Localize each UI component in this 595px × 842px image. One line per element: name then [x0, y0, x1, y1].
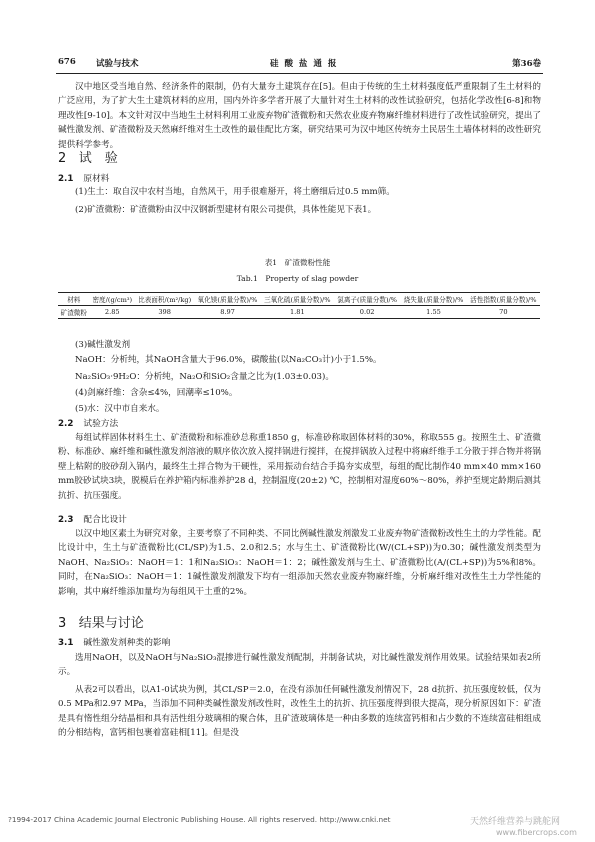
subsection-title: 配合比设计: [83, 515, 127, 525]
material-1: (1)生土：取自汉中农村当地，自然风干，用手很难掰开，将土磨细后过0.5 mm筛。: [75, 187, 395, 197]
section-title: 结果与讨论: [78, 616, 144, 631]
subsection-title: 试验方法: [83, 419, 119, 429]
section-number: 3: [58, 616, 67, 631]
page-number: 676: [58, 57, 76, 67]
design-paragraph: 以汉中地区素土为研究对象，主要考察了不同种类、不同比例碱性激发剂激发工业废弃物矿渣微粉改性生土的力学性能。配比设计中，生土与矿渣微粉比(CL/SP)为1.5、2.0和2.5；水与生土、矿渣微粉比(W/(CL+SP))为0.30；碱性激发剂类型为NaOH、Na₂SiO₃：NaOH＝1：1和Na₂SiO₃：NaOH＝1：2；碱性激发剂与生土、矿渣微粉比(A/(CL+SP))为5%和8%。同时，在Na₂SiO₃：NaOH＝1：1碱性激发剂激发下均有一组添加天然农业废弃物麻纤维，分析麻纤维对改性生土力学性能的影响，其中麻纤维添加量均为每组风干土重的2%。: [58, 529, 541, 597]
col-header: 氯离子(质量分数)/%: [337, 296, 398, 304]
journal-section: 试验与技术: [96, 59, 139, 69]
material-5: (5)水：汉中市自来水。: [75, 404, 165, 414]
section-3-heading: [58, 612, 144, 631]
section-2-heading: [58, 147, 118, 166]
table-caption-en: Tab.1 Property of slag powder: [236, 274, 359, 283]
header-rule: [56, 73, 543, 74]
subsection-2-1-heading: [58, 172, 109, 184]
table-cell: 1.81: [289, 308, 305, 316]
table-cell: 2.85: [104, 308, 120, 316]
intro-paragraph: 汉中地区受当地自然、经济条件的限制，仍有大量夯土建筑存在[5]。但由于传统的生土材料强度低严重限制了生土材料的广泛应用，为了扩大生土建筑材料的应用，国内外许多学者开展了大量针对生土材料的改性试验研究，包括化学改性[6-8]和物理改性[9-10]。本文针对汉中当地生土材料利用工业废弃物矿渣微粉和天然农业废弃物麻纤维材料进行了改性试验研究，提出了碱性激发剂、矿渣微粉及天然麻纤维对生土改性的最佳配比方案，研究结果可为汉中地区传统夯土民居生土墙体材料的改性研究提供科学参考。: [58, 82, 541, 150]
table-cell: 398: [158, 308, 171, 316]
method-paragraph: 每组试样固体材料生土、矿渣微粉和标准砂总称重1850 g，标准砂称取固体材料的30%，称取555 g。按照生土、矿渣微粉、标准砂、麻纤维和碱性激发剂溶液的顺序依次放入搅拌锅进行搅拌，在搅拌锅放入过程中将麻纤维手工分散于拌合物并将锅壁上粘附的胶砂刮入锅内，最终生土拌合物为干硬性，采用振动台结合手捣夯实成型，每组的配比制作40 mm×40 mm×160 mm胶砂试块3块，脱模后在养护箱内标准养护28 d，控制温度(20±2) ℃，控制相对湿度60%～80%，养护至规定龄期后测其抗折、抗压强度。: [58, 433, 541, 501]
col-header: 密度/(g/cm³): [92, 296, 133, 304]
copyright-footer: ?1994-2017 China Academic Journal Electronic Publishing House. All rights reserved. http://www.cnki.net: [8, 815, 391, 824]
table-cell: 70: [499, 308, 508, 316]
material-2: (2)矿渣微粉：矿渣微粉由汉中汉钢新型建材有限公司提供，具体性能见下表1。: [75, 205, 377, 215]
slag-property-table: [58, 292, 540, 319]
running-header: [58, 57, 541, 71]
col-header: 比表面积/(m²/kg): [138, 296, 192, 304]
watermark-text: 天然纤维营养与跳舵网: [470, 817, 561, 827]
table-cell: 矿渣微粉: [60, 309, 87, 317]
table-header-row: [58, 293, 540, 306]
material-3: (3)碱性激发剂: [75, 340, 131, 350]
table-cell: 1.55: [426, 308, 441, 316]
table-cell: 8.97: [220, 308, 235, 316]
col-header: 活性指数(质量分数)/%: [470, 296, 537, 304]
watermark-url: www.fibercrops.com: [496, 828, 577, 837]
journal-name: 硅 酸 盐 通 报: [270, 59, 338, 69]
col-header: 材料: [67, 296, 81, 304]
table-caption-cn: 表1 矿渣微粉性能: [264, 258, 331, 267]
result-paragraph-1: 选用NaOH，以及NaOH与Na₂SiO₃混掺进行碱性激发剂配制，并制备试块，对比碱性激发剂作用效果。试验结果如表2所示。: [58, 653, 541, 678]
table-row: [58, 306, 540, 319]
col-header: 氧化镁(质量分数)/%: [197, 296, 258, 304]
col-header: 烧失量(质量分数)/%: [403, 296, 464, 304]
subsection-number: 2.1: [58, 174, 74, 184]
section-number: 2: [58, 151, 67, 166]
col-header: 三氧化硫(质量分数)/%: [264, 296, 331, 304]
material-4: (4)剑麻纤维：含杂≤4%，回潮率≤10%。: [75, 388, 238, 398]
subsection-number: 2.2: [58, 419, 74, 429]
subsection-number: 2.3: [58, 515, 74, 525]
result-paragraph-2: 从表2可以看出，以A1-0试块为例，其CL/SP＝2.0，在没有添加任何碱性激发剂情况下，28 d抗折、抗压强度较低，仅为0.5 MPa和2.97 MPa，当添加不同种类碱性激发剂改性时，改性生土的抗折、抗压强度得到很大提高，现分析原因如下：矿渣是具有惰性组分结晶相和具有活性组分玻璃相的聚合体，且矿渣玻璃体是一种由多数的连续富钙相和占少数的不连续富硅相组成的分相结构，富钙相包裹着富硅相[11]。但是没: [58, 685, 541, 739]
subsection-2-2-heading: [58, 417, 118, 429]
material-3a: NaOH：分析纯，其NaOH含量大于96.0%，碳酸盐(以Na₂CO₃计)小于1.5%。: [75, 355, 382, 365]
subsection-number: 3.1: [58, 638, 74, 648]
subsection-title: 碱性激发剂种类的影响: [83, 638, 171, 648]
volume: 第36卷: [512, 59, 541, 69]
material-3b: Na₂SiO₃·9H₂O：分析纯，Na₂O和SiO₂含量之比为(1.03±0.03)。: [75, 372, 334, 382]
subsection-2-3-heading: [58, 513, 127, 525]
subsection-title: 原材料: [83, 174, 110, 184]
subsection-3-1-heading: [58, 636, 170, 648]
table-cell: 0.02: [359, 308, 375, 316]
section-title: 试 验: [78, 151, 118, 166]
